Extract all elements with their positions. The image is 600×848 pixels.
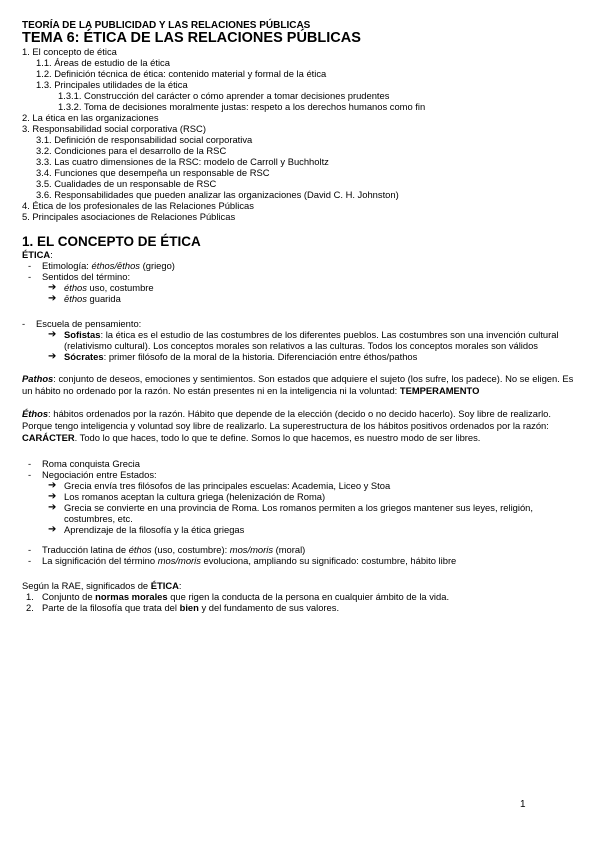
latin-suffix: evoluciona, ampliando su significado: costumbre, hábito libre	[200, 555, 457, 566]
arrow-bullet-icon: ➔	[48, 524, 57, 535]
etica-label-text: ÉTICA	[22, 249, 51, 260]
list-item-latin	[22, 544, 582, 555]
etica-label	[22, 249, 582, 260]
etymology-prefix: Etimología:	[42, 260, 92, 271]
senses-title: Sentidos del término:	[42, 271, 131, 282]
table-of-contents	[22, 46, 582, 222]
toc-item: 3.2. Condiciones para el desarrollo de la RSC	[36, 145, 227, 156]
toc-item: 3.6. Responsabilidades que pueden analizar las organizaciones (David C. H. Johnston)	[36, 189, 399, 200]
rome-subitem: Los romanos aceptan la cultura griega (helenización de Roma)	[64, 491, 326, 502]
school-term: Sofistas	[64, 329, 101, 340]
latin-mid: (uso, costumbre):	[151, 544, 230, 555]
toc-item: 3.1. Definición de responsabilidad social corporativa	[36, 134, 253, 145]
rae-intro-colon: :	[178, 580, 182, 591]
toc-item: 3.4. Funciones que desempeña un responsable de RSC	[36, 167, 270, 178]
latin-term: éthos	[128, 544, 152, 555]
spacer	[22, 535, 582, 544]
toc-item: 5. Principales asociaciones de Relaciones Públicas	[22, 211, 236, 222]
rae-intro-bold: ÉTICA	[150, 580, 179, 591]
toc-item: 2. La ética en las organizaciones	[22, 112, 159, 123]
rae-text: Parte de la filosofía que trata del	[42, 602, 180, 613]
etica-label-colon: :	[50, 249, 53, 260]
list-item-school	[22, 318, 582, 329]
toc-item: 1.2. Definición técnica de ética: contenido material y formal de la ética	[36, 68, 327, 79]
toc-item: 1.3.2. Toma de decisiones moralmente justas: respeto a los derechos humanos como fin	[58, 101, 426, 112]
latin-suffix: (moral)	[273, 544, 306, 555]
spacer	[22, 566, 582, 580]
dash-bullet: -	[28, 271, 32, 282]
rome-subitem: Aprendizaje de la filosofía y la ética griegas	[64, 524, 245, 535]
pathos-bold: TEMPERAMENTO	[399, 385, 480, 396]
rae-bold: bien	[179, 602, 199, 613]
rae-bold: normas morales	[95, 591, 168, 602]
toc-item: 3.3. Las cuatro dimensiones de la RSC: modelo de Carroll y Buchholtz	[36, 156, 329, 167]
document-subtitle: TEMA 6: ÉTICA DE LAS RELACIONES PÚBLICAS	[22, 30, 361, 46]
arrow-bullet-icon: ➔	[48, 502, 57, 513]
arrow-list-item	[22, 491, 582, 502]
school-text: : primer filósofo de la moral de la historia. Diferenciación entre éthos/pathos	[103, 351, 418, 362]
dash-bullet: -	[28, 458, 32, 469]
sense-text: guarida	[86, 293, 121, 304]
rome-subitem: Grecia se convierte en una provincia de Roma. Los romanos permiten a los griegos mantener sus leyes, religión, costumbres, etc.	[64, 502, 533, 524]
rae-text: y del fundamento de sus valores.	[198, 602, 340, 613]
list-item-etymology	[22, 260, 582, 271]
dash-bullet: -	[28, 555, 32, 566]
toc-item: 1.3.1. Construcción del carácter o cómo aprender a tomar decisiones prudentes	[58, 90, 390, 101]
arrow-list-item	[22, 502, 582, 524]
list-item-senses	[22, 271, 582, 282]
arrow-bullet-icon: ➔	[48, 480, 57, 491]
school-title: Escuela de pensamiento:	[36, 318, 142, 329]
pathos-term: Pathos	[22, 373, 54, 384]
dash-bullet: -	[28, 544, 32, 555]
arrow-bullet-icon: ➔	[48, 351, 57, 362]
list-number: 1.	[26, 591, 34, 602]
rae-intro	[22, 580, 582, 591]
numbered-list-item	[22, 591, 582, 602]
rae-text: que rigen la conducta de la persona en cualquier ámbito de la vida.	[167, 591, 450, 602]
rae-intro-text: Según la RAE, significados de	[22, 580, 151, 591]
latin-prefix: Traducción latina de	[42, 544, 129, 555]
school-text: : la ética es el estudio de las costumbres de los diferentes pueblos. Las costumbres son una invención cultural (relativismo cultural). Los conceptos morales son relativos a las culturas. Todos los conceptos morales son válidos	[64, 329, 559, 351]
list-number: 2.	[26, 602, 34, 613]
arrow-list-item	[22, 293, 582, 304]
sense-text: uso, costumbre	[86, 282, 154, 293]
ethos-bold: CARÁCTER	[22, 432, 75, 443]
toc-item: 3. Responsabilidad social corporativa (RSC)	[22, 123, 206, 134]
list-item-latin-evolution	[22, 555, 582, 566]
ethos-paragraph	[22, 408, 582, 444]
etymology-term: éthos/ēthos	[91, 260, 140, 271]
arrow-bullet-icon: ➔	[48, 329, 57, 340]
spacer	[22, 444, 582, 458]
document-title: TEORÍA DE LA PUBLICIDAD Y LAS RELACIONES PÚBLICAS	[22, 20, 311, 31]
sense-term: ēthos	[64, 293, 87, 304]
arrow-bullet-icon: ➔	[48, 282, 57, 293]
toc-item: 1.3. Principales utilidades de la ética	[36, 79, 188, 90]
sense-term: éthos	[64, 282, 87, 293]
ethos-after: . Todo lo que haces, todo lo que te define. Somos lo que hacemos, es nuestro modo de ser libres.	[74, 432, 481, 443]
arrow-bullet-icon: ➔	[48, 293, 57, 304]
arrow-list-item	[22, 524, 582, 535]
latin-term: mos/moris	[229, 544, 274, 555]
toc-item: 3.5. Cualidades de un responsable de RSC	[36, 178, 217, 189]
list-item-negotiation	[22, 469, 582, 480]
arrow-list-item	[22, 329, 582, 351]
toc-item: 1.1. Áreas de estudio de la ética	[36, 57, 170, 68]
spacer	[22, 304, 582, 318]
dash-bullet: -	[22, 318, 26, 329]
numbered-list-item	[22, 602, 582, 613]
document-page	[22, 20, 582, 613]
rome-subitem: Grecia envía tres filósofos de las principales escuelas: Academia, Liceo y Stoa	[64, 480, 391, 491]
arrow-bullet-icon: ➔	[48, 491, 57, 502]
arrow-list-item	[22, 282, 582, 293]
rome-item: Roma conquista Grecia	[42, 458, 140, 469]
page-number: 1	[520, 799, 526, 810]
dash-bullet: -	[28, 469, 32, 480]
latin-term: mos/moris	[157, 555, 201, 566]
ethos-term: Éthos	[22, 408, 49, 419]
toc-item: 1. El concepto de ética	[22, 46, 117, 57]
section-heading: 1. EL CONCEPTO DE ÉTICA	[22, 234, 201, 249]
ethos-text: : hábitos ordenados por la razón. Hábito que depende de la elección (decido o no decido hacerlo). Soy libre de realizarlo. Porque tengo inteligencia y voluntad soy libre de realizarlo. La superestructura de los hábitos positivos ordenados por la razón:	[22, 408, 551, 431]
list-item-rome	[22, 458, 582, 469]
rae-text: Conjunto de	[42, 591, 96, 602]
pathos-text: : conjunto de deseos, emociones y sentimientos. Son estados que adquiere el sujeto (los sufre, los padece). No se eligen. Es un hábito no ordenado por la razón. No están presentes ni en la inteligencia ni la voluntad:	[22, 373, 574, 396]
dash-bullet: -	[28, 260, 32, 271]
arrow-list-item	[22, 480, 582, 491]
etymology-suffix: (griego)	[140, 260, 175, 271]
toc-item: 4. Ética de los profesionales de las Relaciones Públicas	[22, 200, 254, 211]
rome-item: Negociación entre Estados:	[42, 469, 157, 480]
school-term: Sócrates	[64, 351, 104, 362]
latin-prefix: La significación del término	[42, 555, 158, 566]
pathos-paragraph	[22, 373, 582, 397]
arrow-list-item	[22, 351, 582, 362]
